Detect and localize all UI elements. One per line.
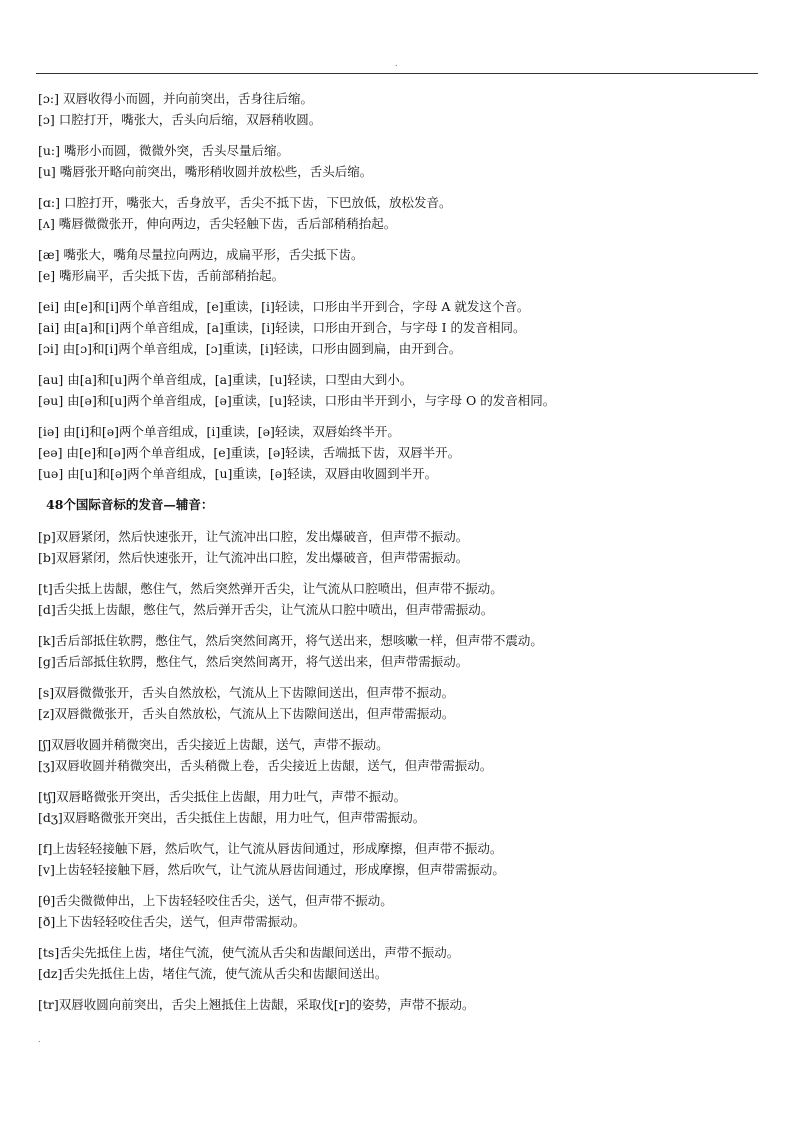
- phoneme-group: [38, 682, 758, 724]
- header-rule: [36, 73, 758, 74]
- phoneme-description: [iə] 由[i]和[ə]两个单音组成，[i]重读，[ə]轻读，双唇始终半开。: [38, 424, 400, 439]
- phoneme-description: [ʒ]双唇收圆并稍微突出，舌头稍微上卷，舌尖接近上齿龈，送气，但声带需振动。: [38, 758, 493, 773]
- phoneme-group: [38, 369, 758, 411]
- phoneme-group: [38, 994, 758, 1015]
- phoneme-group: [38, 526, 758, 568]
- phoneme-description: [ɑ:] 口腔打开，嘴张大，舌身放平，舌尖不抵下齿，下巴放低，放松发音。: [38, 195, 452, 210]
- phoneme-group: [38, 578, 758, 620]
- phoneme-description: [u:] 嘴形小而圆，微微外突，舌头尽量后缩。: [38, 143, 289, 158]
- phoneme-group: [38, 88, 758, 130]
- vowel-section: [38, 88, 758, 484]
- phoneme-description: [p]双唇紧闭，然后快速张开，让气流冲出口腔，发出爆破音，但声带不振动。: [38, 529, 469, 544]
- phoneme-description: [t]舌尖抵上齿龈，憋住气，然后突然弹开舌尖，让气流从口腔喷出，但声带不振动。: [38, 581, 503, 596]
- phoneme-description: [ɔ] 口腔打开，嘴张大，舌头向后缩，双唇稍收圆。: [38, 112, 322, 127]
- phoneme-group: [38, 734, 758, 776]
- phoneme-description: [d]舌尖抵上齿龈，憋住气，然后弹开舌尖，让气流从口腔中喷出，但声带需振动。: [38, 602, 494, 617]
- phoneme-group: [38, 630, 758, 672]
- phoneme-description: [æ] 嘴张大，嘴角尽量拉向两边，成扁平形，舌尖抵下齿。: [38, 247, 364, 262]
- phoneme-group: [38, 296, 758, 359]
- document-body: [38, 88, 758, 1025]
- phoneme-description: [e] 嘴形扁平，舌尖抵下齿，舌前部稍抬起。: [38, 268, 285, 283]
- phoneme-description: [θ]舌尖微微伸出，上下齿轻轻咬住舌尖，送气，但声带不振动。: [38, 893, 393, 908]
- phoneme-group: [38, 140, 758, 182]
- phoneme-description: [əu] 由[ə]和[u]两个单音组成，[ə]重读，[u]轻读，口形由半开到小，与字母 O 的发音相同。: [38, 393, 556, 408]
- phoneme-description: [ts]舌尖先抵住上齿，堵住气流，使气流从舌尖和齿龈间送出，声带不振动。: [38, 945, 460, 960]
- phoneme-description: [tr]双唇收圆向前突出，舌尖上翘抵住上齿龈，采取伐[r]的姿势，声带不振动。: [38, 997, 475, 1012]
- phoneme-description: [ʌ] 嘴唇微微张开，伸向两边，舌尖轻触下齿，舌后部稍稍抬起。: [38, 216, 397, 231]
- phoneme-description: [g]舌后部抵住软腭，憋住气，然后突然间离开，将气送出来，但声带需振动。: [38, 654, 469, 669]
- phoneme-group: [38, 942, 758, 984]
- phoneme-group: [38, 421, 758, 484]
- phoneme-description: [au] 由[a]和[u]两个单音组成，[a]重读，[u]轻读，口型由大到小。: [38, 372, 413, 387]
- phoneme-group: [38, 244, 758, 286]
- phoneme-description: [u] 嘴唇张开略向前突出，嘴形稍收圆并放松些，舌头后缩。: [38, 164, 373, 179]
- phoneme-description: [dʒ]双唇略微张开突出，舌尖抵住上齿龈，用力吐气，但声带需振动。: [38, 810, 426, 825]
- phoneme-group: [38, 192, 758, 234]
- footer-mark: .: [38, 1035, 41, 1044]
- consonant-section: [38, 526, 758, 1015]
- phoneme-description: [tʃ]双唇略微张开突出，舌尖抵住上齿龈，用力吐气，声带不振动。: [38, 789, 407, 804]
- phoneme-description: [dz]舌尖先抵住上齿，堵住气流，使气流从舌尖和齿龈间送出。: [38, 966, 388, 981]
- phoneme-description: [z]双唇微微张开，舌头自然放松，气流从上下齿隙间送出，但声带需振动。: [38, 706, 455, 721]
- phoneme-description: [ɔ:] 双唇收得小而圆，并向前突出，舌身往后缩。: [38, 91, 313, 106]
- phoneme-description: [f]上齿轻轻接触下唇，然后吹气，让气流从唇齿间通过，形成摩擦，但声带不振动。: [38, 841, 503, 856]
- phoneme-description: [ai] 由[a]和[i]两个单音组成，[a]重读，[i]轻读，口形由开到合，与字母 I 的发音相同。: [38, 320, 526, 335]
- phoneme-description: [b]双唇紧闭，然后快速张开，让气流冲出口腔，发出爆破音，但声带需振动。: [38, 550, 469, 565]
- header-mark: .: [395, 59, 398, 68]
- phoneme-description: [eə] 由[e]和[ə]两个单音组成，[e]重读，[ə]轻读，舌端抵下齿，双唇半开。: [38, 445, 461, 460]
- consonant-heading: 48个国际音标的发音—辅音：: [46, 497, 214, 512]
- phoneme-description: [uə] 由[u]和[ə]两个单音组成，[u]重读，[ə]轻读，双唇由收圆到半开。: [38, 466, 438, 481]
- phoneme-group: [38, 890, 758, 932]
- phoneme-description: [ð]上下齿轻轻咬住舌尖，送气，但声带需振动。: [38, 914, 306, 929]
- phoneme-description: [ɔi] 由[ɔ]和[i]两个单音组成，[ɔ]重读，[i]轻读，口形由圆到扁，由开到合。: [38, 341, 462, 356]
- phoneme-description: [v]上齿轻轻接触下唇，然后吹气，让气流从唇齿间通过，形成摩擦，但声带需振动。: [38, 862, 505, 877]
- phoneme-description: [ei] 由[e]和[i]两个单音组成，[e]重读，[i]轻读，口形由半开到合，字母 A 就发这个音。: [38, 299, 530, 314]
- phoneme-group: [38, 786, 758, 828]
- phoneme-description: [k]舌后部抵住软腭，憋住气，然后突然间离开，将气送出来，想咳嗽一样，但声带不震动。: [38, 633, 543, 648]
- phoneme-description: [s]双唇微微张开，舌头自然放松，气流从上下齿隙间送出，但声带不振动。: [38, 685, 455, 700]
- phoneme-group: [38, 838, 758, 880]
- phoneme-description: [ʃ]双唇收圆并稍微突出，舌尖接近上齿龈，送气，声带不振动。: [38, 737, 389, 752]
